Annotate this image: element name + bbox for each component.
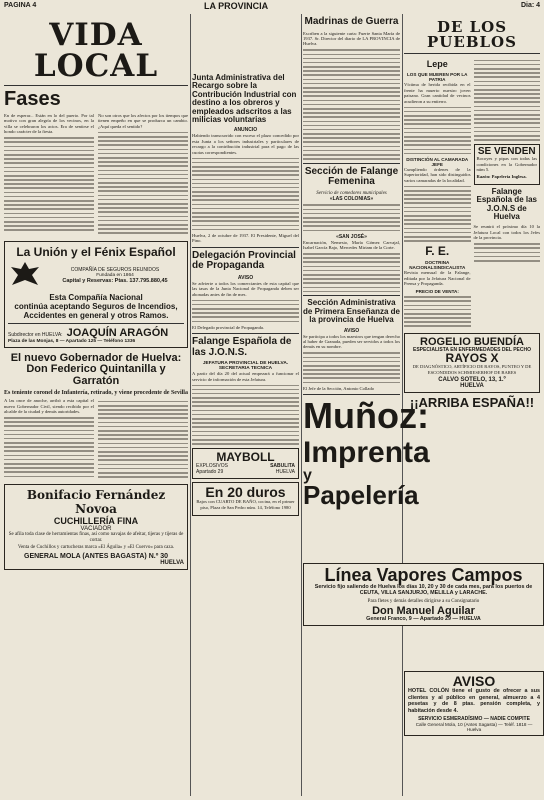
- ad-title: Bonifacio Fernández Novoa: [26, 488, 166, 517]
- ad-address: Plaza de las Monjas, 8 — Apartado 125 — Teléfono 1336: [8, 338, 136, 344]
- slogan: ¡¡ARRIBA ESPAÑA!!: [409, 395, 535, 411]
- article-text: Se reunirá el próximo día 10 la Jefatura Local con todos los Jefes de la provincia.: [473, 224, 540, 241]
- ad-y: y: [303, 466, 312, 484]
- ad-address: General Franco, 9 — Apartado 29 — HUELVA: [366, 616, 481, 623]
- article-title: Fases: [4, 88, 61, 110]
- article-title: Delegación Provincial de Propaganda: [192, 249, 296, 272]
- article-title: Madrinas de Guerra: [304, 16, 399, 27]
- section-masthead: DE LOS PUEBLOS: [427, 18, 517, 51]
- article-signoff: El Delegado provincial de Propaganda.: [192, 324, 265, 330]
- article-label: «SAN JOSÉ»: [336, 233, 367, 240]
- text-block: [303, 253, 400, 292]
- ad-title: MAYBOLL: [216, 449, 275, 464]
- ad-address: Calle General Mola, 10 (Antes Sagasta) — Teléf. 1818 — Huelva: [415, 721, 533, 732]
- text-block: [4, 137, 94, 231]
- article-text: A las once de anoche, arribó a esta capital el nuevo Gobernador Civil, siendo recibido por el alcalde de la ciudad y demás autoridades.: [4, 398, 94, 414]
- ad-text: Se afila toda clase de herramientas finas, así como navajas de afeitar, tijeras y tijeras de cortar.: [8, 532, 184, 543]
- ad-label: SABULITA: [270, 463, 295, 470]
- ad-text: Para fletes y demás detalles dirigirse a su Consignatario: [367, 598, 480, 604]
- article-title: Falange Española de las J.O.N.S.: [192, 336, 292, 358]
- article-title: Sección de Falange Femenina: [304, 165, 399, 188]
- ad-address: SERVICIO ESMERADÍSIMO — NADIE COMPITE: [418, 715, 530, 722]
- ad-text: HOTEL COLÓN tiene el gusto de ofrecer a sus clientes y al público en general, almuerzo a 4 pesetas y de 8 ptas. pensión completa, y habitación desde 4.: [408, 688, 540, 714]
- ad-title: Línea Vapores Campos: [324, 565, 523, 585]
- article-signoff: El Jefe de la Sección, Antonio Collado: [303, 385, 375, 391]
- ad-imprenta: Imprenta: [303, 436, 430, 470]
- ad-title: AVISO: [452, 673, 496, 689]
- article-label: AVISO: [237, 274, 254, 281]
- ad-text: Bocoyes y pipas con todas las condiciones en la Gobernador núm 5.: [476, 156, 537, 173]
- page-header: [4, 2, 540, 12]
- text-block: [98, 132, 188, 234]
- column-junta: [192, 14, 299, 796]
- text-block: [404, 186, 471, 242]
- ad-title: La Unión y el Fénix Español: [16, 244, 176, 259]
- ad-address: CALVO SOTELO, 13, 1.º: [438, 377, 506, 384]
- page-number-right: Dia: 4: [520, 2, 540, 9]
- ad-munoz: Muñoz:: [303, 395, 429, 437]
- article-text: En de esperar... Están en lo del puerto. Por tal motivo con gran alegría de los vecinos, en la villa se celebraron los actos. Era de sentirse el hondo carácter de la fiesta.: [4, 113, 94, 135]
- text-block: [303, 49, 400, 159]
- article-text: Habiendo transcurrido con exceso el plazo concedido por esta Junta a los señores industriales y particulares de recargo a la contribución industrial para el pago de las cuotas correspondientes.: [192, 133, 299, 155]
- article-text: A partir del día 20 del actual empezará a funcionar el servicio de información de esta Jefatura.: [192, 371, 299, 382]
- ad-bonifacio: [4, 484, 188, 569]
- column-divider: [190, 14, 191, 796]
- article-label: AVISO: [343, 327, 360, 334]
- article-title: Junta Administrativa del Recargo sobre la Contribución Industrial con destino a los obreros y empleados adscritos a las milicias voluntarias: [192, 73, 297, 124]
- article-subtitle: Es teniente coronel de Infantería, retirado, y viene procedente de Sevilla: [4, 390, 188, 397]
- article-text: Encarnación, Nemesio, María Gómez Carvajal, Isabel García Bajo, Mercedes Miriam de la Corte.: [303, 239, 400, 251]
- article-title: Sección Administrativa de Primera Enseñanza de la provincia de Huelva: [303, 298, 400, 325]
- ad-label: EXPLOSIVOS: [196, 463, 228, 470]
- article-text: Escriben a la siguiente carta: Fuerte Santa María de 1937. Sr. Director del diario de LA PROVINCIA de Huelva.: [303, 30, 400, 47]
- ad-subtitle: VACIADOR: [80, 526, 112, 533]
- ad-se-venden: [474, 144, 541, 185]
- ad-city: HUELVA: [460, 383, 484, 390]
- ad-rogelio: [404, 333, 540, 394]
- ad-title: SE VENDEN: [477, 145, 536, 157]
- ad-lineas-vapores: [303, 563, 544, 626]
- ad-title: ROGELIO BUENDÍA: [420, 335, 524, 348]
- article-title: Falange Española de las J.O.N.S de Huelva: [476, 186, 537, 222]
- column-vida-local: [4, 14, 188, 796]
- eagle-emblem-icon: [8, 259, 42, 293]
- ad-line: Accidentes en general y otros Ramos.: [23, 310, 169, 320]
- article-subtitle: JEFATURA PROVINCIAL DE HUELVA. SECRETARIA TECNICA: [202, 361, 289, 372]
- text-block: [192, 300, 299, 323]
- text-block: [404, 296, 471, 327]
- text-block: [474, 60, 541, 141]
- page-number-left: PAGINA 4: [4, 2, 37, 9]
- text-block: [98, 401, 188, 478]
- article-subtitle: DISTINCIÓN AL CAMARADA JEFE: [406, 156, 469, 167]
- ad-union-fenix: [4, 241, 188, 348]
- text-block: [4, 417, 94, 477]
- ad-text: Bajos con CUARTO DE BAÑO, cocina, en el primer piso, Plaza de San Pedro núm. 14, Teléfono 1980: [196, 499, 295, 510]
- ad-line: continúa aceptando Seguros de Incendios,: [14, 301, 178, 311]
- section-masthead: VIDA LOCAL: [33, 17, 159, 84]
- ad-line: Esta Compañía Nacional: [49, 292, 143, 302]
- text-block: [404, 107, 471, 155]
- article-subtitle: DOCTRINA NACIONALSINDICALISTA: [409, 260, 466, 271]
- ad-subtitle: ESPECIALISTA EN ENFERMEDADES DEL PECHO: [413, 347, 531, 354]
- article-title: F. E.: [425, 243, 450, 258]
- ad-mayboll: [192, 448, 299, 479]
- ad-sign: Razón: Papelería Inglesa.: [476, 174, 527, 180]
- ad-city: HUELVA: [275, 469, 295, 476]
- ad-city: HUELVA: [160, 559, 184, 566]
- ad-agent: Don Manuel Aguilar: [372, 604, 475, 617]
- ad-agent-name: JOAQUÍN ARAGÓN: [66, 326, 169, 339]
- ad-apartado: Apartado 29: [196, 469, 224, 476]
- article-text: Se advierte a todos los comerciantes de esta capital que las tasas de la Junta Nacional de Propaganda deben ser abonadas antes de fin de mes.: [192, 280, 299, 297]
- article-text: Se participa a todos los maestros que tengan derecho al haber de Granada, pueden ser servidos a todos los demás en su nombre.: [303, 333, 400, 350]
- ad-text: Servicio fijo saliendo de Huelva los días 10, 20 y 30 de cada mes, para los puertos de CEUTA, VILLA SANJURJO, MELILLA y LARACHE.: [314, 584, 533, 597]
- article-text: No son otros que los afectos por los tiempos que tienen empeño en que se produzca un cambio. ¿Aquí queda el sentido?: [98, 113, 188, 129]
- text-block: [192, 385, 299, 445]
- divider: [4, 85, 188, 86]
- text-block: [192, 158, 299, 231]
- ad-20-duros: [192, 482, 299, 516]
- article-title: Lepe: [426, 59, 448, 69]
- ad-subtitle: CUCHILLERÍA FINA: [53, 516, 139, 527]
- text-block: [303, 204, 400, 231]
- article-title: El nuevo Gobernador de Huelva: Don Federico Quintanilla y Garratón: [10, 351, 182, 387]
- ad-capital: Capital y Reservas: Ptas. 137.795.880,45: [62, 278, 168, 284]
- article-text: Víctima de herida recibida en el frente ha muerto nuestro joven paisano. Gran cantidad de vecinos acudieron a su entierro.: [404, 82, 471, 104]
- ad-agent-label: Subdirector en HUELVA:: [8, 331, 63, 338]
- ad-address: GENERAL MOLA (ANTES BAGASTA) N.º 30: [24, 552, 168, 560]
- ad-hotel-colon: [404, 671, 544, 736]
- article-signoff: Huelva, 2 de octubre de 1937. El Presidente, Miguel del Pino.: [192, 232, 299, 244]
- ad-title: En 20 duros: [205, 484, 286, 501]
- ad-text: DE DIAGNÓSTICO, ARTÍFICIO DE RAYOS, PUNTEO Y DE ESCONDIDOS SCHMIESERHOF DE BARES: [412, 364, 532, 375]
- ad-founded: Fundada en 1864: [96, 273, 134, 278]
- article-text: Revista mensual de la Falange, editada por la Jefatura Nacional de Prensa y Propaganda.: [404, 270, 471, 287]
- article-subtitle: Servicio de comedores municipales: [316, 190, 387, 196]
- paper-name: LA PROVINCIA: [204, 1, 269, 11]
- text-block: [474, 243, 541, 261]
- ad-rayos: RAYOS X: [445, 351, 499, 366]
- ad-papeleria: Papelería: [303, 480, 419, 511]
- price-label: PRECIO DE VENTA:: [415, 288, 459, 294]
- article-label: ANUNCIO: [233, 127, 258, 134]
- ad-text: Venta de Cuchillos y cartucheras marca «El Águila» y «El Cuervo» para caza.: [17, 545, 175, 551]
- text-block: [303, 352, 400, 383]
- ad-subtitle: COMPAÑÍA DE SEGUROS REUNIDOS: [70, 267, 160, 273]
- column-divider: [301, 14, 302, 796]
- article-text: Cumpliendo órdenes de la Superioridad, han sido distinguidos varios camaradas de la localidad.: [404, 166, 471, 183]
- article-label: «LAS COLONIAS»: [329, 195, 374, 202]
- article-subtitle: LOS QUE MUEREN POR LA PATRIA: [407, 72, 468, 83]
